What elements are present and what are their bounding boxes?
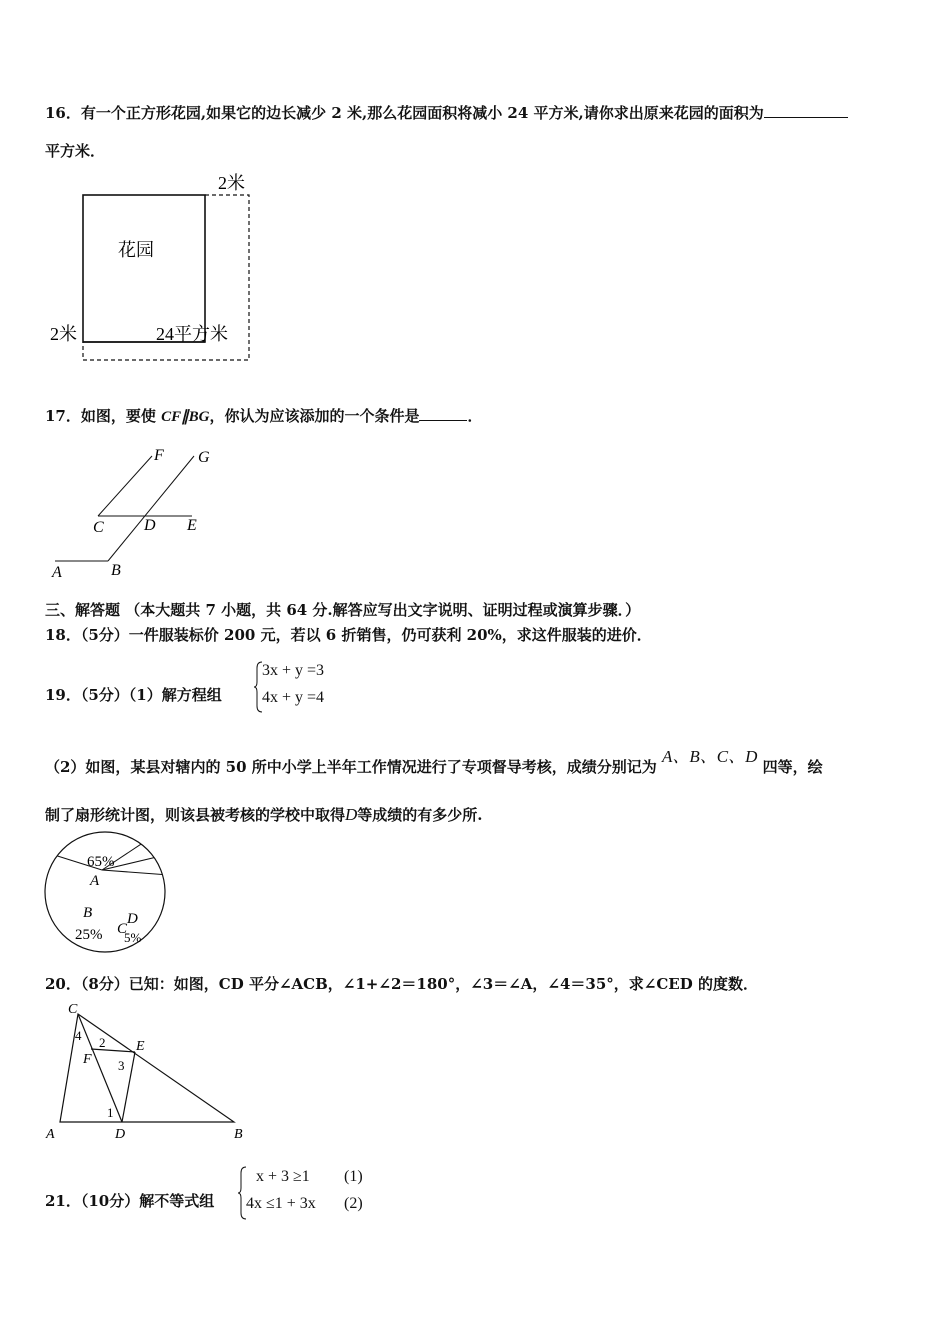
q20-text: 20．（8分）已知：如图，CD 平分∠ACB，∠1+∠2＝180°，∠3＝∠A，∠4＝35°，求∠CED 的度数． [45,975,758,993]
line-cf [98,456,152,516]
label-F: F [154,447,164,464]
angle-3: 3 [118,1058,125,1073]
q17-math: CF∥BG [161,409,210,425]
label-F: F [83,1052,92,1067]
equation-system [262,657,324,711]
inequality-2: 4x ≤1 + 3x [246,1195,316,1212]
angle-4: 4 [75,1028,82,1043]
pie-outline [45,832,165,952]
grades-abcd: A、B、C、D [662,747,758,766]
q17-line [45,406,483,427]
pie-label-B: B [83,905,93,921]
label-B: B [234,1127,243,1142]
q16-line2: 平方米． [45,142,106,160]
q19-part2-line2 [45,805,483,825]
answer-blank [764,103,848,118]
left-2m-label: 2米 [50,324,77,344]
label-E: E [136,1039,145,1054]
label-E: E [187,517,197,534]
label-C: C [93,519,104,536]
label-A: A [52,564,62,581]
angle-1: 1 [107,1105,114,1120]
q16-text: 16．有一个正方形花园,如果它的边长减少 2 米,那么花园面积将减小 24 平方米,请你求出原来花园的面积为 [45,104,764,122]
pie-chart [40,835,170,955]
q17-suffix: ，你认为应该添加的一个条件是 [209,407,420,425]
tag-1: (1) [344,1168,363,1185]
label-B: B [111,562,121,579]
q17-prefix: 17．如图，要使 [45,407,162,425]
q19-line2-suffix: 等成绩的有多少所. [357,806,483,824]
pie-label-D-percent: 5% [124,930,142,945]
q17-end: ． [467,407,483,425]
label-C: C [68,1002,78,1017]
pie-label-B-percent: 25% [75,927,103,943]
area-label: 24平方米 [156,324,228,344]
inequality-system [246,1163,376,1217]
q19-part2-suffix: 四等，绘 [762,758,823,776]
equation-2: 4x + y =4 [262,689,325,706]
section3-heading: 三、解答题 （本大题共 7 小题，共 64 分.解答应写出文字说明、证明过程或演算步骤．） [45,601,641,619]
pie-slice-boundary-A [102,870,162,875]
label-A: A [46,1127,55,1142]
parallel-figure [40,440,230,585]
label-G: G [198,449,210,466]
q19-line2-prefix: 制了扇形统计图，则该县被考核的学校中取得 [45,806,346,824]
q19-part2-line1 [45,747,823,777]
pie-label-C: C [117,921,128,937]
triangle-abc [60,1014,234,1122]
garden-square [83,195,205,342]
triangle-figure [40,1000,255,1145]
grade-d: D [345,805,358,824]
q19-label: 19．（5分）（1）解方程组 [45,686,222,704]
segment-cd [78,1014,122,1122]
label-D: D [144,517,156,534]
tag-2: (2) [344,1195,363,1212]
q19-part2-prefix: （2）如图，某县对辖内的 50 所中小学上半年工作情况进行了专项督导考核，成绩分别记为 [45,758,657,776]
q18-text: 18．（5分）一件服装标价 200 元，若以 6 折销售，仍可获利 20%，求这件服装的进价． [45,626,652,644]
q21-label: 21．（10分）解不等式组 [45,1192,215,1210]
garden-label: 花园 [118,240,154,260]
q16-line1 [45,103,848,123]
top-2m-label: 2米 [218,173,245,193]
pie-label-D: D [127,911,138,927]
answer-blank [419,406,467,421]
inequality-1-row [246,1163,376,1190]
pie-label-A-percent: 65% [87,854,115,870]
equation-1: 3x + y =3 [262,662,325,679]
inequality-2-row [246,1190,376,1217]
garden-figure [40,170,260,365]
pie-label-A: A [90,873,100,889]
line-bg [108,456,194,561]
label-D: D [115,1127,126,1142]
inequality-1: x + 3 ≥1 [256,1168,310,1185]
angle-2: 2 [99,1035,106,1050]
